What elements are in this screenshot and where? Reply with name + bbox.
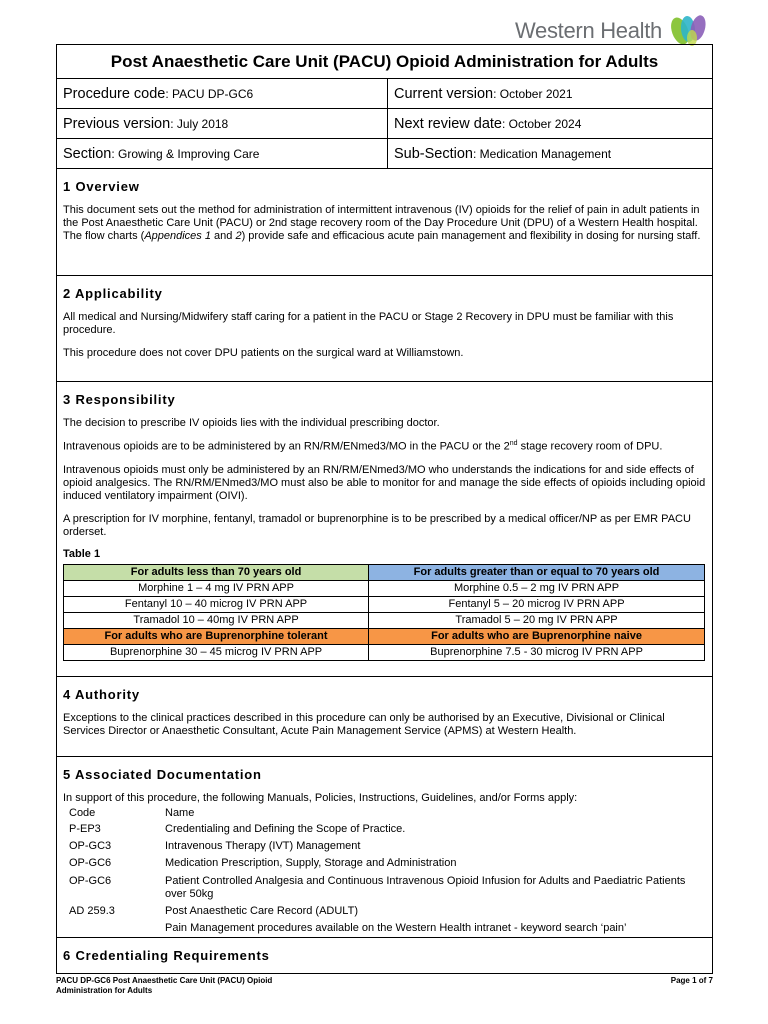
table-label: Table 1 (63, 547, 101, 560)
dosing-table (63, 564, 705, 661)
overview-heading: 1 Overview (63, 179, 140, 194)
table-cell: Morphine 1 – 4 mg IV PRN APP (64, 580, 369, 596)
next-review-label: Next review date (394, 115, 502, 132)
doc-code: OP-GC3 (69, 840, 112, 853)
list-item (63, 840, 706, 853)
next-review-cell (388, 109, 712, 138)
subsection-cell (388, 139, 712, 168)
responsibility-p1: The decision to prescribe IV opioids lies with the individual prescribing doctor. (63, 416, 440, 429)
list-item (63, 823, 706, 836)
section-label: Section (63, 145, 112, 162)
header-bup-naive: For adults who are Buprenorphine naive (369, 628, 705, 644)
logo-text: Western Health (514, 18, 662, 43)
col-name-header: Name (165, 806, 195, 819)
responsibility-p2-sup: nd (509, 439, 518, 447)
previous-version-value: : July 2018 (170, 116, 229, 131)
previous-version-label: Previous version (63, 115, 171, 132)
current-version-cell (388, 79, 712, 108)
butterfly-logo-icon (668, 14, 712, 48)
table-cell: Tramadol 5 – 20 mg IV PRN APP (369, 612, 705, 628)
doc-name: Intravenous Therapy (IVT) Management (165, 840, 361, 853)
document-frame (56, 44, 713, 974)
doc-name: Medication Prescription, Supply, Storage and Administration (165, 857, 457, 870)
overview-section (57, 169, 712, 276)
list-item (63, 922, 706, 935)
western-health-logo (515, 14, 712, 48)
responsibility-p3: Intravenous opioids must only be administered by an RN/RM/ENmed3/MO who understands the indications for and side effects of opioid analgesics. The RN/RM/ENmed3/MO must also be able to monitor for and manage the side effects of opioids including opioid induced ventilatory impairment (OIVI). (63, 463, 706, 502)
table-cell: Fentanyl 10 – 40 microg IV PRN APP (64, 596, 369, 612)
doc-code: P-EP3 (69, 822, 101, 835)
responsibility-p4: A prescription for IV morphine, fentanyl, tramadol or buprenorphine is to be prescribed by a medical officer/NP as per EMR PACU orderset. (63, 513, 691, 539)
section-cell (57, 139, 388, 168)
responsibility-p2-a: Intravenous opioids are to be administered by an RN/RM/ENmed3/MO in the PACU or the 2 (63, 440, 510, 453)
doc-name: Post Anaesthetic Care Record (ADULT) (165, 904, 358, 917)
list-item (63, 857, 706, 870)
list-item (63, 875, 706, 901)
doc-name: Pain Management procedures available on the Western Health intranet - keyword search ‘pain’ (165, 922, 627, 935)
table-row (64, 596, 705, 612)
applicability-section (57, 276, 712, 382)
section-value: : Growing & Improving Care (111, 146, 260, 161)
meta-row-section (57, 139, 712, 169)
overview-text (63, 204, 706, 244)
overview-text-em: Appendices 1 (144, 229, 211, 242)
credentialing-heading: 6 Credentialing Requirements (63, 948, 270, 963)
table-row (64, 644, 705, 660)
doc-code: AD 259.3 (69, 904, 115, 917)
table-row (64, 580, 705, 596)
documentation-section (57, 757, 712, 938)
header-under-70: For adults less than 70 years old (64, 564, 369, 580)
overview-text-em2: 2 (235, 229, 242, 242)
title-row (57, 45, 712, 79)
documentation-intro: In support of this procedure, the following Manuals, Policies, Instructions, Guidelines, and/or Forms apply: (63, 791, 578, 804)
documentation-heading: 5 Associated Documentation (63, 767, 262, 782)
applicability-heading: 2 Applicability (63, 286, 163, 301)
next-review-value: : October 2024 (502, 116, 582, 131)
list-item (63, 905, 706, 918)
table-header-row (64, 564, 705, 580)
meta-row-code (57, 79, 712, 109)
col-code-header: Code (69, 806, 96, 819)
page-number: Page 1 of 7 (670, 976, 713, 985)
procedure-code-value: : PACU DP-GC6 (165, 86, 254, 101)
credentialing-section (57, 938, 712, 964)
header-bup-tolerant: For adults who are Buprenorphine tolerant (64, 628, 369, 644)
overview-text-b: and (210, 229, 236, 242)
responsibility-section (57, 382, 712, 677)
responsibility-p2 (63, 440, 706, 454)
authority-p1: Exceptions to the clinical practices described in this procedure can only be authorised by an Executive, Divisional or Clinical Services Director or Anaesthetic Consultant, Acute Pain Management Service (APMS) at Western Health. (63, 711, 665, 737)
overview-text-a: This document sets out the method for administration of intermittent intravenous (IV) opioids for the relief of pain in adult patients in the Post Anaesthetic Care Unit (PACU) or 2nd stage recovery room of the Day Procedure Unit (DPU) of a Western Health hospital. The flow charts ( (63, 203, 700, 242)
footer-document-title: PACU DP-GC6 Post Anaesthetic Care Unit (PACU) Opioid Administration for Adults (56, 976, 273, 995)
table-cell: Buprenorphine 7.5 - 30 microg IV PRN APP (369, 644, 705, 660)
table-cell: Morphine 0.5 – 2 mg IV PRN APP (369, 580, 705, 596)
doc-code: OP-GC6 (69, 857, 112, 870)
doc-name: Credentialing and Defining the Scope of Practice. (165, 822, 406, 835)
table-bup-header-row (64, 628, 705, 644)
table-row (64, 612, 705, 628)
table-cell: Buprenorphine 30 – 45 microg IV PRN APP (64, 644, 369, 660)
meta-row-version (57, 109, 712, 139)
subsection-label: Sub-Section (394, 145, 473, 162)
table-cell: Tramadol 10 – 40mg IV PRN APP (64, 612, 369, 628)
header-70-plus: For adults greater than or equal to 70 years old (369, 564, 705, 580)
responsibility-heading: 3 Responsibility (63, 392, 176, 407)
authority-section (57, 677, 712, 757)
doc-code (63, 922, 165, 935)
applicability-p2: This procedure does not cover DPU patients on the surgical ward at Williamstown. (63, 346, 464, 359)
overview-text-c: ) provide safe and efficacious acute pain management and flexibility in dosing for nursing staff. (241, 229, 701, 242)
documentation-header-row (63, 807, 706, 820)
procedure-code-cell (57, 79, 388, 108)
document-title: Post Anaesthetic Care Unit (PACU) Opioid Administration for Adults (110, 51, 659, 71)
table-cell: Fentanyl 5 – 20 microg IV PRN APP (369, 596, 705, 612)
doc-name: Patient Controlled Analgesia and Continuous Intravenous Opioid Infusion for Adults and Paediatric Patients over 50kg (165, 874, 686, 900)
authority-heading: 4 Authority (63, 687, 140, 702)
applicability-p1: All medical and Nursing/Midwifery staff caring for a patient in the PACU or Stage 2 Recovery in DPU must be familiar with this procedure. (63, 310, 674, 336)
doc-code: OP-GC6 (69, 874, 112, 887)
procedure-code-label: Procedure code (63, 85, 166, 102)
page-footer (56, 976, 713, 995)
previous-version-cell (57, 109, 388, 138)
current-version-value: : October 2021 (493, 86, 573, 101)
responsibility-p2-b: stage recovery room of DPU. (517, 440, 663, 453)
documentation-list (63, 792, 706, 936)
current-version-label: Current version (394, 85, 494, 102)
subsection-value: : Medication Management (473, 146, 612, 161)
